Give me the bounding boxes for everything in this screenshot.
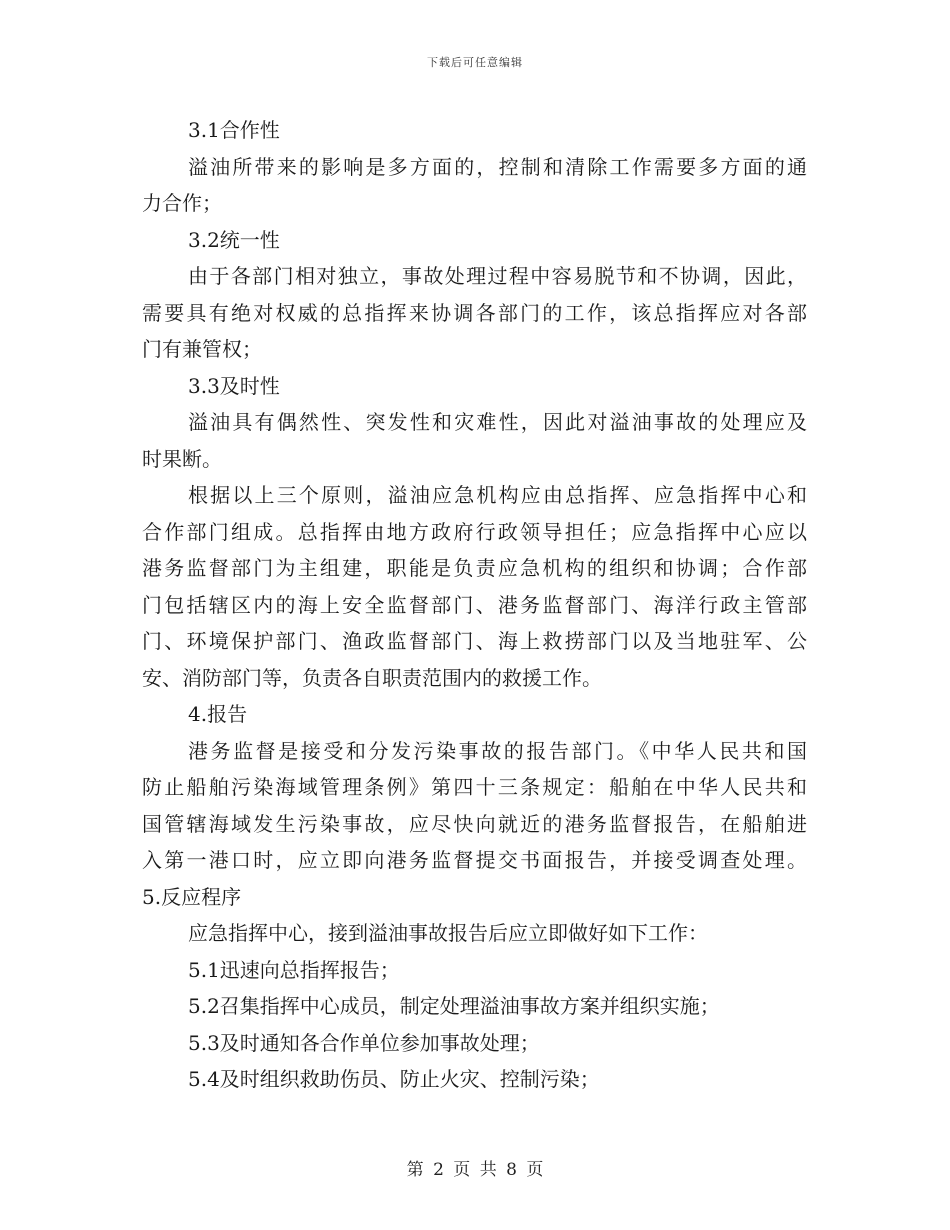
text-line: 门有兼管权； bbox=[142, 337, 262, 361]
text-line: 5.4及时组织救助伤员、防止火灾、控制污染； bbox=[188, 1067, 600, 1091]
text-line: 5.反应程序 bbox=[142, 884, 242, 909]
text-line: 安、消防部门等，负责各自职责范围内的救援工作。 bbox=[142, 665, 602, 690]
text-line: 5.1迅速向总指挥报告； bbox=[188, 957, 400, 982]
text-line: 港务监督部门为主组建，职能是负责应急机构的组织和协调；合作部 bbox=[142, 556, 807, 580]
text-line: 门包括辖区内的海上安全监督部门、港务监督部门、海洋行政主管部 bbox=[142, 592, 807, 617]
text-line: 港务监督是接受和分发污染事故的报告部门。《中华人民共和国 bbox=[188, 738, 807, 763]
text-line: 入第一港口时，应立即向港务监督提交书面报告，并接受调查处理。 bbox=[142, 848, 807, 872]
text-line: 门、环境保护部门、渔政监督部门、海上救捞部门以及当地驻军、公 bbox=[142, 629, 807, 653]
text-line: 国管辖海域发生污染事故，应尽快向就近的港务监督报告，在船舶进 bbox=[142, 811, 807, 836]
text-line: 5.2召集指挥中心成员，制定处理溢油事故方案并组织实施； bbox=[188, 994, 720, 1018]
text-line: 防止船舶污染海域管理条例》第四十三条规定：船舶在中华人民共和 bbox=[142, 775, 807, 799]
text-line: 溢油所带来的影响是多方面的，控制和清除工作需要多方面的通 bbox=[188, 154, 807, 179]
text-line: 5.3及时通知各合作单位参加事故处理； bbox=[188, 1030, 540, 1055]
text-line: 时果断。 bbox=[142, 446, 222, 471]
text-line: 根据以上三个原则，溢油应急机构应由总指挥、应急指挥中心和 bbox=[188, 483, 807, 507]
text-line: 由于各部门相对独立，事故处理过程中容易脱节和不协调，因此， bbox=[188, 264, 807, 288]
text-line: 应急指挥中心，接到溢油事故报告后应立即做好如下工作： bbox=[188, 921, 708, 945]
text-line: 3.2统一性 bbox=[188, 227, 280, 252]
text-line: 力合作； bbox=[142, 191, 222, 215]
document-body bbox=[142, 112, 807, 1098]
page-footer: 第 2 页 共 8 页 bbox=[406, 1160, 544, 1180]
text-line: 3.3及时性 bbox=[188, 373, 280, 398]
text-line: 4.报告 bbox=[188, 702, 248, 726]
text-line: 3.1合作性 bbox=[188, 118, 280, 142]
text-line: 合作部门组成。总指挥由地方政府行政领导担任；应急指挥中心应以 bbox=[142, 519, 807, 544]
text-line: 需要具有绝对权威的总指挥来协调各部门的工作，该总指挥应对各部 bbox=[142, 300, 807, 325]
text-line: 溢油具有偶然性、突发性和灾难性，因此对溢油事故的处理应及 bbox=[188, 410, 807, 434]
page-header: 下载后可任意编辑 bbox=[427, 56, 523, 69]
